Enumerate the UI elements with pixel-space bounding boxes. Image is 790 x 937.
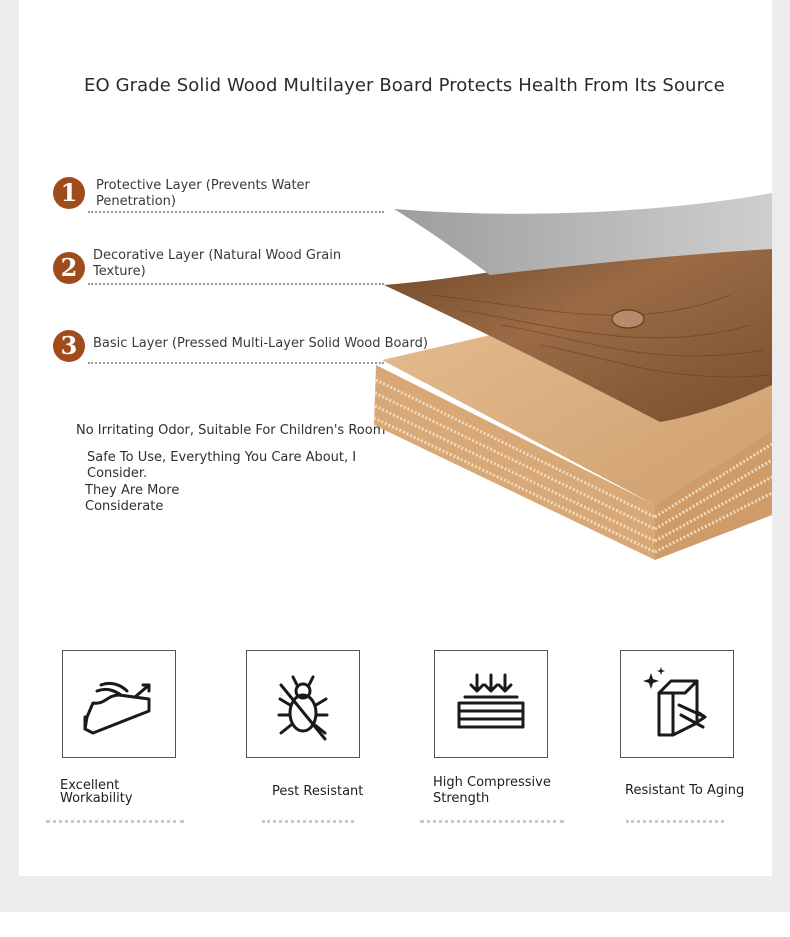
feature-label-compressive: High Compressive Strength xyxy=(433,775,551,806)
feature-workability-box xyxy=(62,650,176,758)
feature-caption-workability xyxy=(46,820,184,831)
layer-label-basic: Basic Layer (Pressed Multi-Layer Solid Wood Board) xyxy=(93,336,428,351)
feature-label-pest: Pest Resistant xyxy=(272,784,364,799)
feature-label-aging: Resistant To Aging xyxy=(625,783,745,798)
layer-divider-1 xyxy=(88,211,384,213)
no-bug-icon xyxy=(247,651,359,757)
plane-wood-icon xyxy=(63,651,175,757)
layer-number-1: 1 xyxy=(53,177,85,209)
note-safe-to-use: Safe To Use, Everything You Care About, I Consider. xyxy=(87,450,357,481)
feature-caption-compressive xyxy=(420,820,564,831)
layer-divider-3 xyxy=(88,362,384,364)
feature-aging-box xyxy=(620,650,734,758)
feature-caption-aging xyxy=(626,820,724,831)
feature-pest-box xyxy=(246,650,360,758)
layer-divider-2 xyxy=(88,283,384,285)
note-considerate: They Are More Considerate xyxy=(85,483,180,514)
compression-icon xyxy=(435,651,547,757)
water-droplet xyxy=(612,310,644,328)
aging-resistant-icon xyxy=(621,651,733,757)
feature-caption-pest xyxy=(262,820,354,831)
bottom-strip xyxy=(0,912,790,937)
layer-label-protective: Protective Layer (Prevents Water Penetration) xyxy=(96,178,310,209)
feature-compressive-box xyxy=(434,650,548,758)
note-no-odor: No Irritating Odor, Suitable For Children's Room xyxy=(76,423,386,438)
layer-number-3: 3 xyxy=(53,330,85,362)
layer-label-decorative: Decorative Layer (Natural Wood Grain Texture) xyxy=(93,248,342,279)
feature-label-workability: Excellent Workability xyxy=(60,778,133,806)
layered-board-illustration xyxy=(370,185,772,565)
layer-number-2: 2 xyxy=(53,252,85,284)
page-headline: EO Grade Solid Wood Multilayer Board Protects Health From Its Source xyxy=(84,75,725,96)
